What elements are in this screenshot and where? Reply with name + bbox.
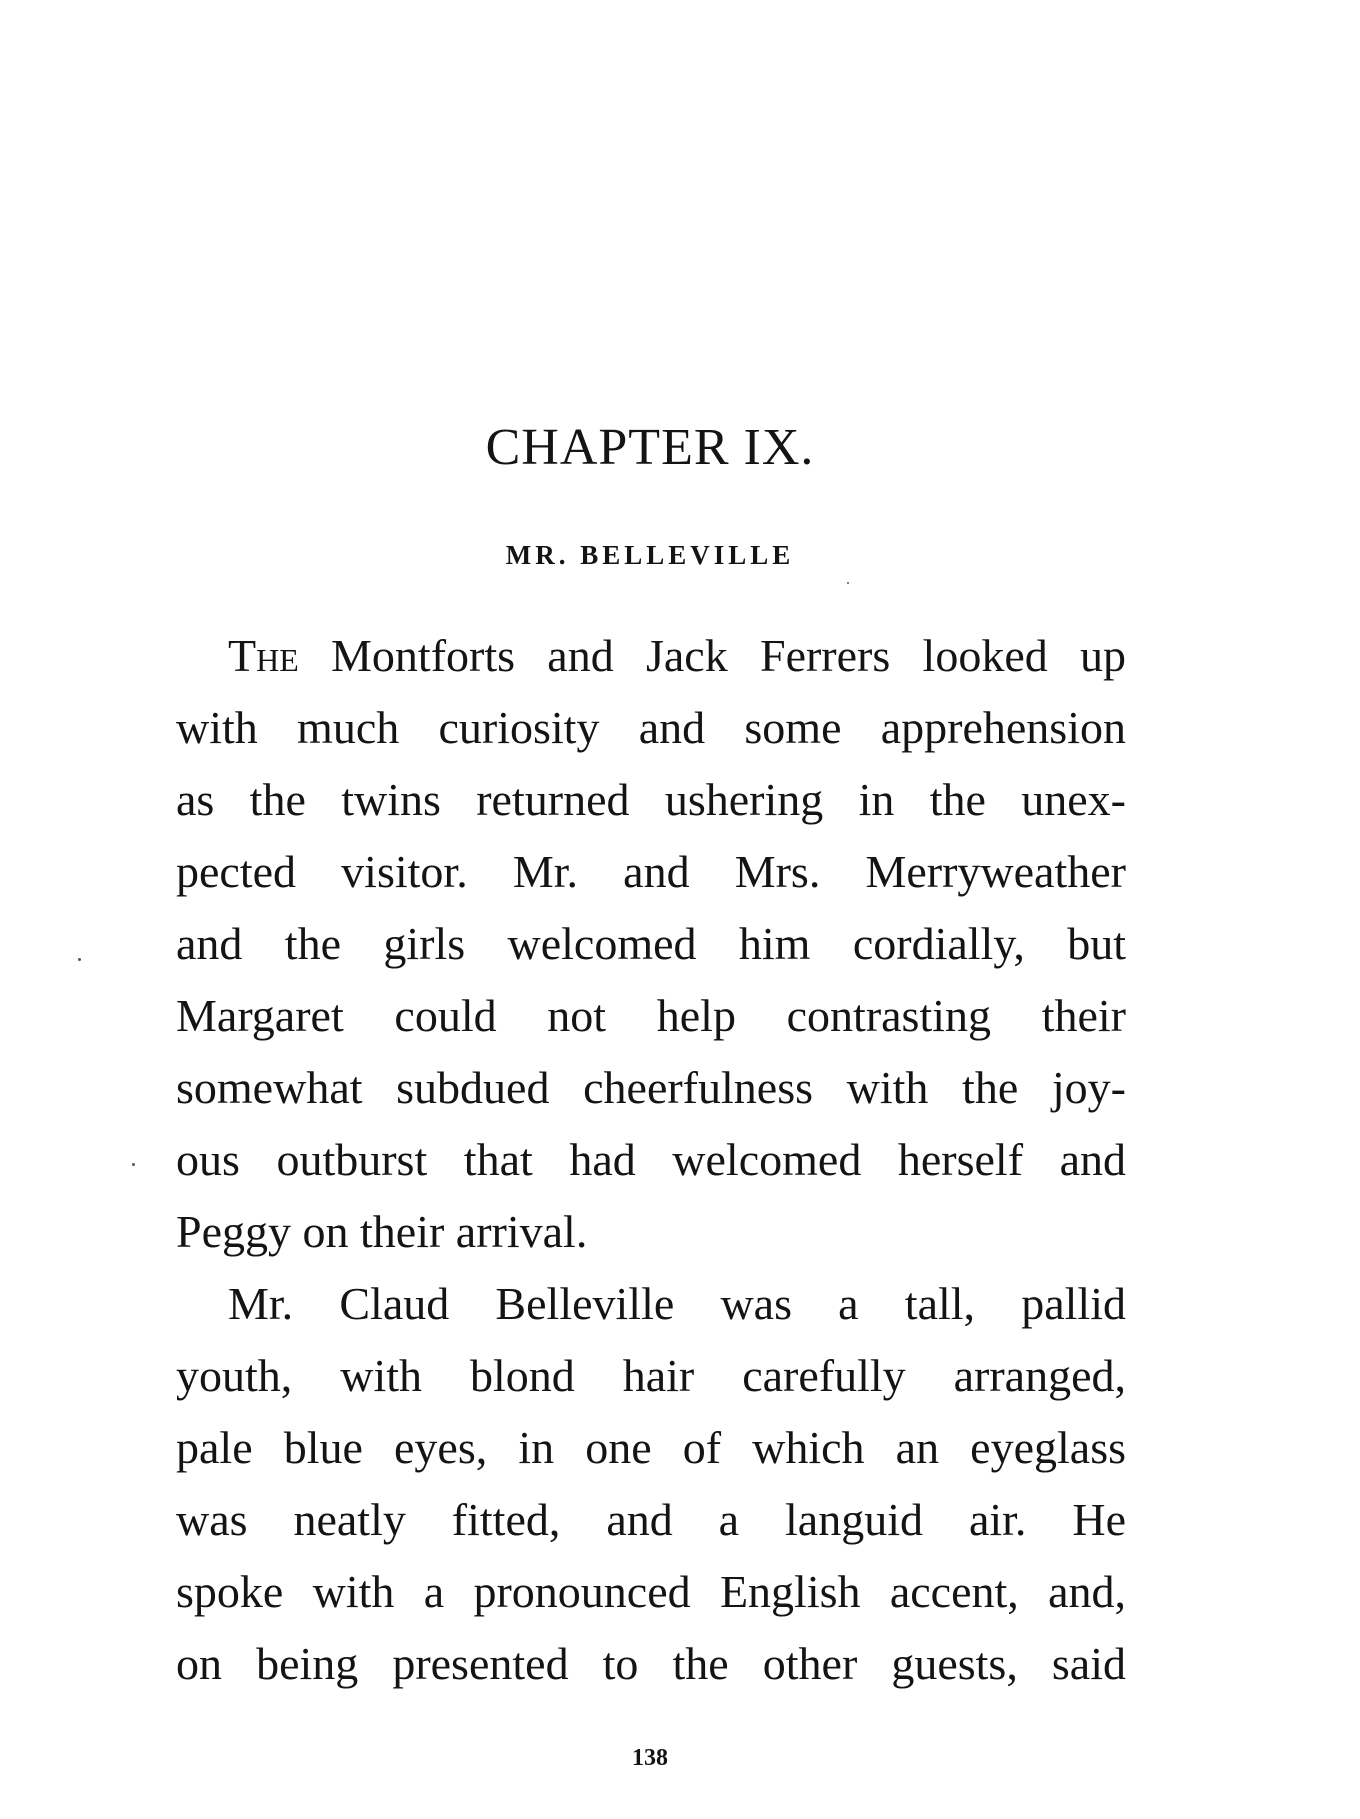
chapter-subtitle: MR. BELLEVILLE [505,540,795,570]
text-line: spoke with a pronounced English accent, and, [176,1566,1126,1617]
text-line: Margaret could not help contrasting their [176,990,1126,1041]
paragraph-2 [176,1268,1126,1700]
page-number: 138 [632,1745,668,1771]
text-line: ous outburst that had welcomed herself and [176,1134,1126,1185]
text-line: and the girls welcomed him cordially, but [176,918,1126,969]
text-line: as the twins returned ushering in the unex- [176,774,1126,825]
text-line-rest: Montforts and Jack Ferrers looked up [298,630,1126,681]
text-line: pale blue eyes, in one of which an eyeglass [176,1422,1126,1473]
text-line: Mr. Claud Belleville was a tall, pallid [228,1278,1126,1329]
lead-word: The [228,630,299,681]
text-line: pected visitor. Mr. and Mrs. Merryweather [176,846,1126,897]
text-line: somewhat subdued cheerfulness with the joy- [176,1062,1126,1113]
text-line: with much curiosity and some apprehension [176,702,1126,753]
text-line: Peggy on their arrival. [176,1206,588,1257]
body-text [176,620,1126,1700]
chapter-title: CHAPTER IX. [485,419,815,476]
text-line [176,620,1126,692]
text-line: youth, with blond hair carefully arranged, [176,1350,1126,1401]
text-line: was neatly fitted, and a languid air. He [176,1494,1126,1545]
paper-speck [847,582,849,584]
paragraph-1 [176,620,1126,1268]
paper-speck [132,1163,135,1166]
text-line: on being presented to the other guests, said [176,1638,1126,1689]
paper-speck [78,958,81,961]
